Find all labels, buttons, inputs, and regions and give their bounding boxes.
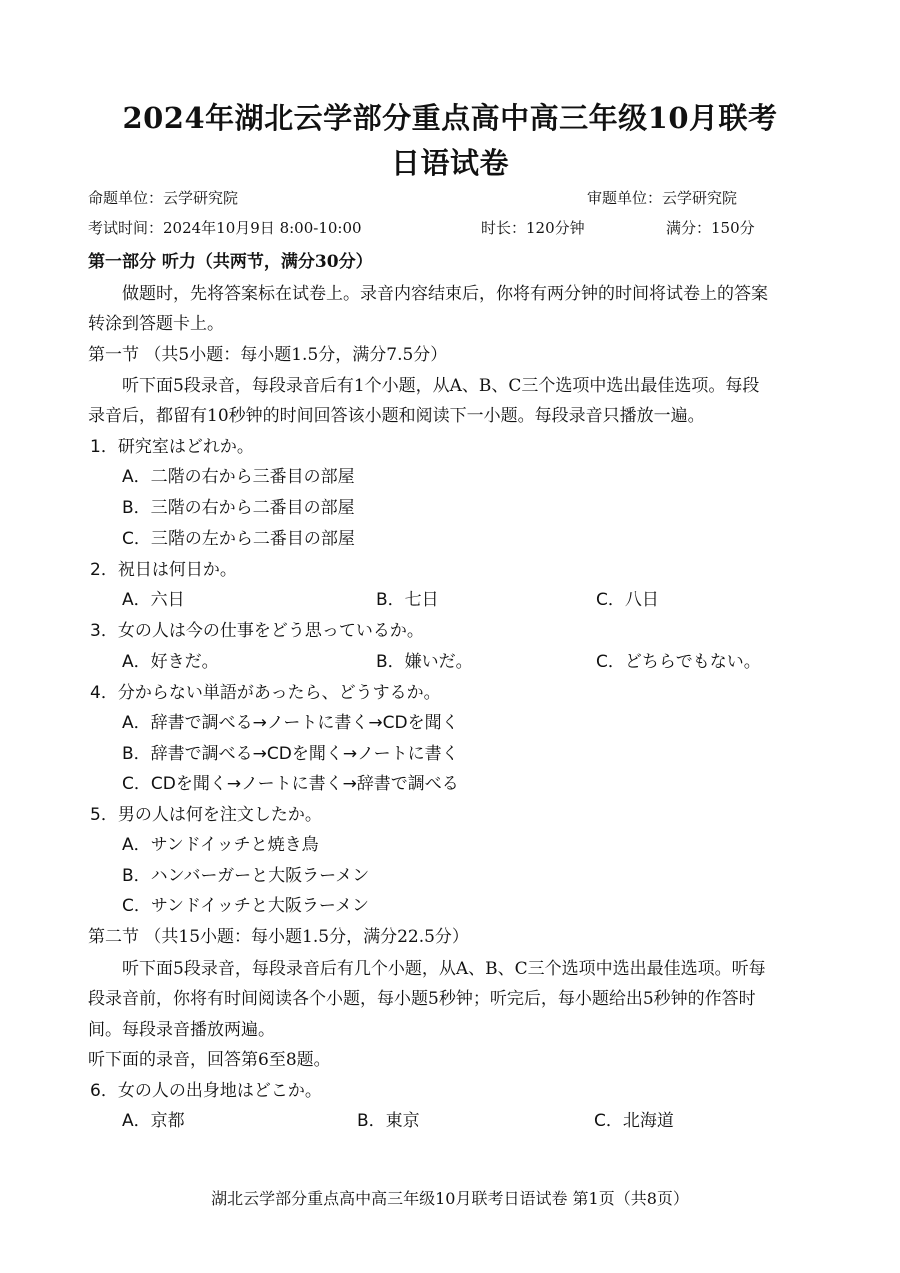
- question-5-option-c: C．サンドイッチと大阪ラーメン: [122, 896, 369, 916]
- proposer-unit: 命题单位：云学研究院: [88, 189, 239, 207]
- question-1-option-a: A．二階の右から三番目の部屋: [122, 467, 355, 487]
- question-3-option-a: A．好きだ。: [122, 652, 219, 672]
- section2-instruction-line3: 间。每段录音播放两遍。: [88, 1020, 275, 1040]
- exam-full-score: 满分：150分: [666, 219, 755, 237]
- question-2-option-c: C．八日: [596, 590, 659, 610]
- part1-heading: 第一部分 听力（共两节，满分30分）: [88, 252, 373, 272]
- section2-instruction-line1: 听下面5段录音，每段录音后有几个小题，从A、B、C三个选项中选出最佳选项。听每: [122, 959, 766, 979]
- exam-subtitle: 日语试卷: [390, 146, 509, 180]
- section2-heading: 第二节 （共15小题：每小题1.5分，满分22.5分）: [88, 927, 469, 947]
- part1-instruction-line1: 做题时，先将答案标在试卷上。录音内容结束后，你将有两分钟的时间将试卷上的答案: [122, 284, 768, 304]
- question-4-stem: 4．分からない単語があったら、どうするか。: [90, 683, 441, 703]
- section1-heading: 第一节 （共5小题：每小题1.5分，满分7.5分）: [88, 345, 448, 365]
- reviewer-unit: 审题单位：云学研究院: [587, 189, 738, 207]
- question-5-stem: 5．男の人は何を注文したか。: [90, 805, 322, 825]
- exam-duration: 时长：120分钟: [481, 219, 585, 237]
- question-1-option-b: B．三階の右から二番目の部屋: [122, 498, 355, 518]
- question-6-option-a: A．京都: [122, 1111, 185, 1131]
- question-1-option-c: C．三階の左から二番目の部屋: [122, 529, 355, 549]
- question-6-stem: 6．女の人の出身地はどこか。: [90, 1081, 322, 1101]
- section1-instruction-line1: 听下面5段录音，每段录音后有1个小题，从A、B、C三个选项中选出最佳选项。每段: [122, 376, 760, 396]
- question-2-stem: 2．祝日は何日か。: [90, 560, 237, 580]
- question-6-option-c: C．北海道: [594, 1111, 674, 1131]
- question-3-option-b: B．嫌いだ。: [376, 652, 473, 672]
- section1-instruction-line2: 录音后，都留有10秒钟的时间回答该小题和阅读下一小题。每段录音只播放一遍。: [88, 406, 705, 426]
- exam-title: 2024年湖北云学部分重点高中高三年级10月联考: [122, 101, 778, 135]
- question-3-option-c: C．どちらでもない。: [596, 652, 761, 672]
- section2-group-intro: 听下面的录音，回答第6至8题。: [88, 1050, 331, 1070]
- question-2-option-b: B．七日: [376, 590, 439, 610]
- page-footer: 湖北云学部分重点高中高三年级10月联考日语试卷 第1页（共8页）: [211, 1189, 689, 1208]
- question-3-stem: 3．女の人は今の仕事をどう思っているか。: [90, 621, 424, 641]
- exam-time: 考试时间：2024年10月9日 8:00-10:00: [88, 219, 362, 237]
- question-5-option-b: B．ハンバーガーと大阪ラーメン: [122, 866, 370, 886]
- question-4-option-a: A．辞書で調べる→ノートに書く→CDを聞く: [122, 713, 459, 733]
- question-2-option-a: A．六日: [122, 590, 185, 610]
- question-4-option-b: B．辞書で調べる→CDを聞く→ノートに書く: [122, 744, 459, 764]
- part1-instruction-line2: 转涂到答题卡上。: [88, 314, 224, 334]
- question-4-option-c: C．CDを聞く→ノートに書く→辞書で調べる: [122, 774, 459, 794]
- question-5-option-a: A．サンドイッチと焼き鳥: [122, 835, 319, 855]
- question-1-stem: 1．研究室はどれか。: [90, 437, 254, 457]
- section2-instruction-line2: 段录音前，你将有时间阅读各个小题，每小题5秒钟；听完后，每小题给出5秒钟的作答时: [88, 989, 756, 1009]
- question-6-option-b: B．東京: [357, 1111, 420, 1131]
